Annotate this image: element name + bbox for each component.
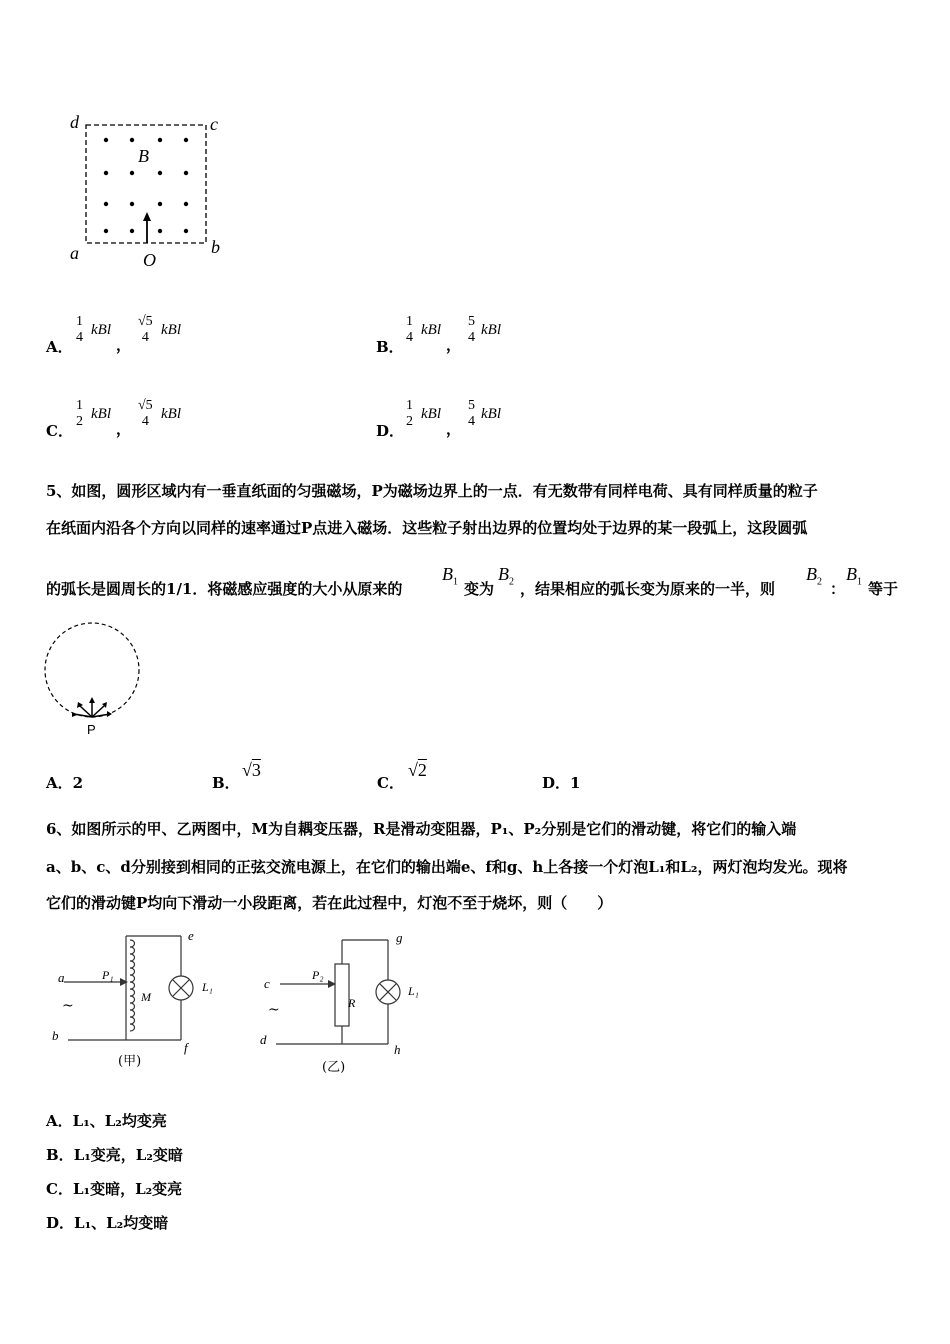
figure-square-field <box>60 108 240 278</box>
numerator: √5 <box>138 398 153 413</box>
kbl-term: kBl <box>481 322 501 338</box>
circuit-yi-diagram <box>256 928 436 1073</box>
fraction-1 <box>406 398 413 430</box>
denominator: 4 <box>76 330 83 345</box>
label-f: f <box>184 1040 188 1055</box>
q5-option-d[interactable] <box>542 772 580 793</box>
option-letter: C． <box>46 1180 73 1198</box>
numerator: 1 <box>76 398 83 413</box>
option-letter: B． <box>46 1146 74 1164</box>
kbl-term: kBl <box>91 406 111 422</box>
ac-source-symbol: ~ <box>268 1002 280 1018</box>
sqrt-sign: √ <box>242 760 252 780</box>
label-d: d <box>260 1032 267 1047</box>
q6-line-3: 它们的滑动键P均向下滑动一小段距离，若在此过程中，灯泡不至于烧坏，则（ ） <box>46 894 613 912</box>
separator: ， <box>446 336 462 354</box>
option-text: L₁、L₂均变亮 <box>72 1112 167 1130</box>
q4-option-d[interactable] <box>376 396 676 446</box>
q4-option-b[interactable] <box>376 312 676 362</box>
denominator: 4 <box>141 330 149 345</box>
denominator: 4 <box>406 330 413 345</box>
symbol-letter: B <box>498 564 509 584</box>
label-B: B <box>138 146 149 166</box>
q6-line-1: 6、如图所示的甲、乙两图中，M为自耦变压器，R是滑动变阻器，P₁、P₂分别是它们的滑动键，将它们的输入端 <box>46 820 797 838</box>
label-L1: L₁ <box>202 980 213 994</box>
q4-option-c[interactable] <box>46 396 346 446</box>
fraction-2 <box>468 314 475 346</box>
symbol-B2 <box>498 564 514 588</box>
label-P2: P₂ <box>312 968 324 982</box>
option-letter: C． <box>377 774 404 792</box>
option-value: 2 <box>72 774 84 792</box>
label-b: b <box>211 237 220 257</box>
numerator: √5 <box>138 314 153 329</box>
option-text: L₁、L₂均变暗 <box>74 1214 169 1232</box>
q5-option-c[interactable] <box>377 772 404 793</box>
option-letter: B． <box>212 774 240 792</box>
numerator: 1 <box>406 314 413 329</box>
kbl-term: kBl <box>91 322 111 338</box>
symbol-B1 <box>442 564 458 588</box>
q5-option-a[interactable] <box>46 772 83 793</box>
q5-text-a: 的弧长是圆周长的1/1．将磁感应强度的大小从原来的 <box>46 580 403 598</box>
fraction-1 <box>76 398 83 430</box>
sqrt-sign: √ <box>408 760 418 780</box>
q6-option-b[interactable] <box>46 1144 183 1165</box>
q5-line-1: 5、如图，圆形区域内有一垂直纸面的匀强磁场，P为磁场边界上的一点．有无数带有同样电荷、具有同样质量的粒子 <box>46 482 818 500</box>
denominator: 4 <box>468 414 475 429</box>
option-value: 1 <box>570 774 581 792</box>
q6-option-a[interactable] <box>46 1110 167 1131</box>
kbl-term: kBl <box>481 406 501 422</box>
option-letter: A． <box>46 338 73 356</box>
subscript: 1 <box>453 576 458 588</box>
label-c: c <box>264 976 270 991</box>
subscript: 1 <box>857 576 862 588</box>
label-a: a <box>70 243 79 263</box>
fraction-1 <box>76 314 83 346</box>
option-letter: A． <box>46 774 73 792</box>
separator: ， <box>116 336 132 354</box>
q4-option-a[interactable] <box>46 312 346 362</box>
fraction-2 <box>468 398 475 430</box>
option-letter: D． <box>542 774 571 792</box>
label-g: g <box>396 930 403 945</box>
denominator: 4 <box>468 330 475 345</box>
arrow-head-icon <box>143 212 151 221</box>
symbol-letter: B <box>846 564 857 584</box>
label-d: d <box>70 112 79 132</box>
kbl-term: kBl <box>421 322 441 338</box>
label-R: R <box>348 996 356 1010</box>
radicand: 3 <box>251 760 261 780</box>
label-L1: L₁ <box>408 984 419 998</box>
option-letter: B． <box>376 338 404 356</box>
option-letter: A． <box>46 1112 73 1130</box>
kbl-term: kBl <box>421 406 441 422</box>
label-h: h <box>394 1042 401 1057</box>
q5-option-b[interactable] <box>212 772 240 793</box>
option-text: L₁变暗，L₂变亮 <box>72 1180 183 1198</box>
label-e: e <box>188 928 194 943</box>
numerator: 1 <box>76 314 83 329</box>
q6-option-d[interactable] <box>46 1212 168 1233</box>
q5-text-d: ： <box>830 580 846 598</box>
ac-source-symbol: ~ <box>62 998 74 1014</box>
caption-jia: (甲) <box>118 1054 142 1069</box>
figure-circuit-jia <box>46 928 236 1073</box>
q5-text-c: ，结果相应的弧长变为原来的一半，则 <box>520 580 776 598</box>
numerator: 5 <box>468 398 475 413</box>
q6-option-c[interactable] <box>46 1178 182 1199</box>
symbol-letter: B <box>442 564 453 584</box>
q5-text-b: 变为 <box>464 580 495 598</box>
label-a: a <box>58 970 65 985</box>
fraction-1 <box>406 314 413 346</box>
kbl-term: kBl <box>161 322 181 338</box>
symbol-B2 <box>806 564 822 588</box>
separator: ， <box>446 420 462 438</box>
denominator: 2 <box>76 414 83 429</box>
option-text: L₁变亮，L₂变暗 <box>73 1146 183 1164</box>
subscript: 2 <box>509 576 514 588</box>
label-b: b <box>52 1028 59 1043</box>
fraction-2 <box>138 398 153 430</box>
label-P: P <box>87 722 96 737</box>
label-O: O <box>143 250 156 270</box>
caption-yi: (乙) <box>322 1060 346 1075</box>
q5-option-b-value <box>242 760 261 781</box>
kbl-term: kBl <box>161 406 181 422</box>
symbol-B1 <box>846 564 862 588</box>
radicand: 2 <box>417 760 427 780</box>
subscript: 2 <box>817 576 822 588</box>
label-M: M <box>141 990 151 1004</box>
option-letter: C． <box>46 422 73 440</box>
denominator: 2 <box>406 414 413 429</box>
numerator: 5 <box>468 314 475 329</box>
q6-line-2: a、b、c、d分别接到相同的正弦交流电源上，在它们的输出端e、f和g、h上各接一个灯泡L₁和L₂，两灯泡均发光。现将 <box>46 858 848 876</box>
symbol-letter: B <box>806 564 817 584</box>
dashed-boundary <box>86 125 206 243</box>
label-P1: P₁ <box>102 968 114 982</box>
q5-option-c-value <box>408 760 427 781</box>
q5-line-2: 在纸面内沿各个方向以同样的速率通过P点进入磁场．这些粒子射出边界的位置均处于边界的某一段弧上，这段圆弧 <box>46 519 808 537</box>
option-letter: D． <box>46 1214 75 1232</box>
figure-circle-field <box>40 618 150 743</box>
q5-text-e: 等于 <box>868 580 899 598</box>
q5-line-3 <box>46 564 926 604</box>
fraction-2 <box>138 314 153 346</box>
option-letter: D． <box>376 422 405 440</box>
separator: ， <box>116 420 132 438</box>
label-c: c <box>210 114 218 134</box>
numerator: 1 <box>406 398 413 413</box>
figure-circuit-yi <box>256 928 436 1073</box>
denominator: 4 <box>141 414 149 429</box>
